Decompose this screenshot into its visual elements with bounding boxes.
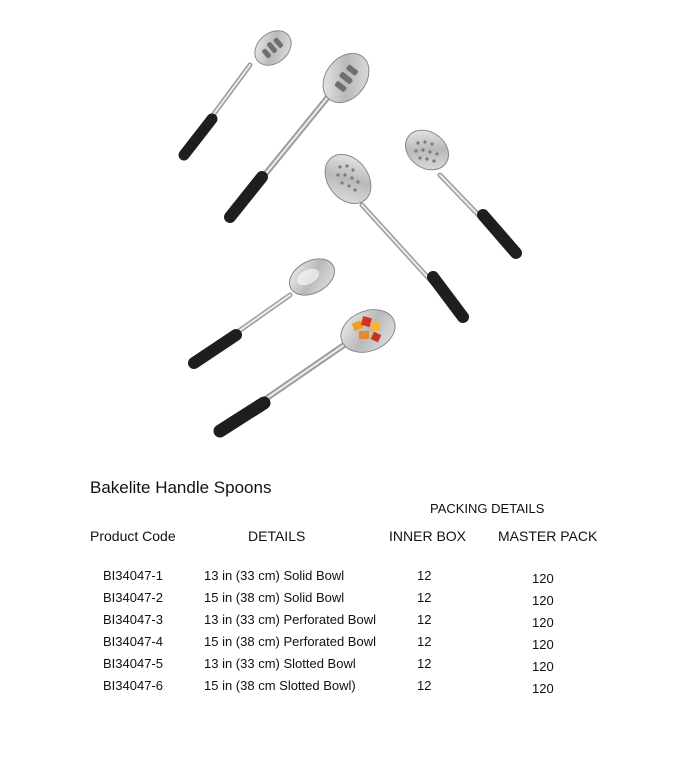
product-details: 13 in (33 cm) Perforated Bowl	[204, 612, 376, 627]
product-table	[0, 566, 700, 698]
large-perforated-spoon-image	[316, 145, 463, 317]
spoons-photo	[150, 15, 550, 445]
master-pack-qty: 120	[532, 637, 554, 652]
perforated-spoon-image	[398, 122, 516, 253]
solid-spoon-with-fruit-image	[220, 302, 401, 431]
slotted-spoon-image	[184, 24, 298, 155]
product-details: 15 in (38 cm) Solid Bowl	[204, 590, 345, 605]
table-row	[0, 610, 700, 632]
master-pack-header: MASTER PACK	[498, 528, 598, 544]
master-pack-qty: 120	[532, 659, 554, 674]
inner-box-header: INNER BOX	[389, 528, 467, 544]
page-title: Bakelite Handle Spoons	[90, 478, 272, 497]
product-code: BI34047-3	[103, 612, 163, 627]
product-details: 13 in (33 cm) Solid Bowl	[204, 568, 345, 583]
table-row	[0, 676, 700, 698]
master-pack-qty: 120	[532, 571, 554, 586]
inner-box-qty: 12	[417, 568, 432, 583]
inner-box-qty: 12	[417, 612, 432, 627]
table-row	[0, 654, 700, 676]
inner-box-qty: 12	[417, 656, 432, 671]
inner-box-qty: 12	[417, 634, 432, 649]
product-code: BI34047-1	[103, 568, 163, 583]
table-row	[0, 632, 700, 654]
inner-box-qty: 12	[417, 590, 432, 605]
master-pack-qty: 120	[532, 681, 554, 696]
product-details: 15 in (38 cm) Perforated Bowl	[204, 634, 376, 649]
master-pack-qty: 120	[532, 593, 554, 608]
product-code: BI34047-4	[103, 634, 163, 649]
inner-box-qty: 12	[417, 678, 432, 693]
product-code: BI34047-2	[103, 590, 163, 605]
table-row	[0, 566, 700, 588]
product-details: 13 in (33 cm) Slotted Bowl	[204, 656, 356, 671]
product-code: BI34047-6	[103, 678, 163, 693]
packing-details-header: PACKING DETAILS	[430, 501, 545, 516]
details-header: DETAILS	[248, 528, 306, 544]
product-code: BI34047-5	[103, 656, 163, 671]
solid-spoon-image	[194, 252, 341, 363]
master-pack-qty: 120	[532, 615, 554, 630]
table-row	[0, 588, 700, 610]
product-details: 15 in (38 cm Slotted Bowl)	[204, 678, 356, 693]
product-code-header: Product Code	[90, 528, 176, 544]
